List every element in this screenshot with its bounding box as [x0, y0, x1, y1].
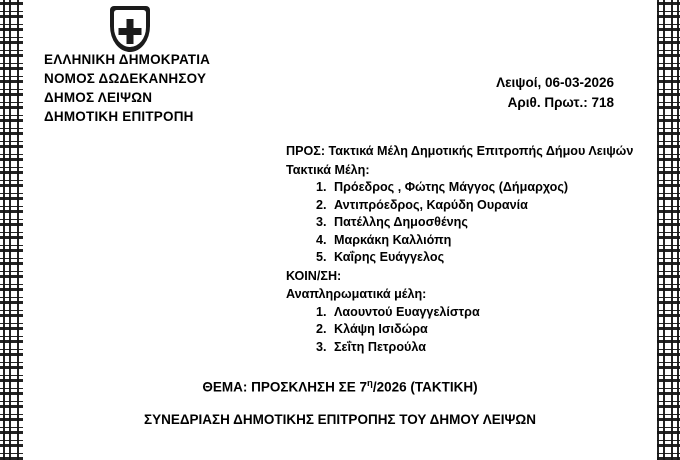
recipient-to-value: Τακτικά Μέλη Δημοτικής Επιτροπής Δήμου Λειψών — [328, 144, 634, 158]
subject-label: ΘΕΜΑ: ΠΡΟΣΚΛΗΣΗ ΣΕ 7 — [202, 379, 367, 395]
protocol-number: Αριθ. Πρωτ.: 718 — [507, 95, 614, 110]
recipients-block — [286, 143, 656, 356]
substitute-members-list — [286, 304, 656, 357]
list-item: 4. Μαρκάκη Καλλιόπη — [330, 232, 656, 250]
decorative-border-right — [654, 0, 680, 460]
list-item: 5. Καΐρης Ευάγγελος — [330, 249, 656, 267]
organization-line-1: ΕΛΛΗΝΙΚΗ ΔΗΜΟΚΡΑΤΙΑ — [44, 52, 211, 67]
list-item: 3. Σεΐτη Πετρούλα — [330, 339, 656, 357]
recipient-to-line — [286, 143, 656, 161]
organization-line-4: ΔΗΜΟΤΙΚΗ ΕΠΙΤΡΟΠΗ — [44, 109, 194, 124]
list-item: 1. Πρόεδρος , Φώτης Μάγγος (Δήμαρχος) — [330, 179, 656, 197]
organization-line-2: ΝΟΜΟΣ ΔΩΔΕΚΑΝΗΣΟΥ — [44, 71, 207, 86]
list-item: 3. Πατέλλης Δημοσθένης — [330, 214, 656, 232]
place-date: Λειψοί, 06-03-2026 — [496, 75, 614, 90]
document-meta — [496, 73, 614, 113]
decorative-border-left — [0, 0, 26, 460]
substitute-members-label: Αναπληρωματικά μέλη: — [286, 287, 427, 301]
subject-line-1 — [30, 378, 650, 395]
organization-header — [44, 50, 374, 126]
list-item: 2. Αντιπρόεδρος, Καρύδη Ουρανία — [330, 197, 656, 215]
subject-line-2: ΣΥΝΕΔΡΙΑΣΗ ΔΗΜΟΤΙΚΗΣ ΕΠΙΤΡΟΠΗΣ ΤΟΥ ΔΗΜΟΥ ΛΕΙΨΩΝ — [143, 412, 537, 427]
document-content — [30, 0, 650, 460]
subject-label-tail: /2026 (ΤΑΚΤΙΚΗ) — [372, 379, 478, 395]
list-item: 2. Κλάψη Ισιδώρα — [330, 321, 656, 339]
recipient-to-label: ΠΡΟΣ: — [286, 144, 326, 158]
subject-superscript: η — [367, 378, 373, 389]
list-item: 1. Λαουντού Ευαγγελίστρα — [330, 304, 656, 322]
cc-label: ΚΟΙΝ/ΣΗ: — [286, 268, 342, 283]
organization-line-3: ΔΗΜΟΣ ΛΕΙΨΩΝ — [44, 90, 153, 105]
regular-members-label: Τακτικά Μέλη: — [286, 162, 370, 177]
regular-members-list — [286, 179, 656, 267]
